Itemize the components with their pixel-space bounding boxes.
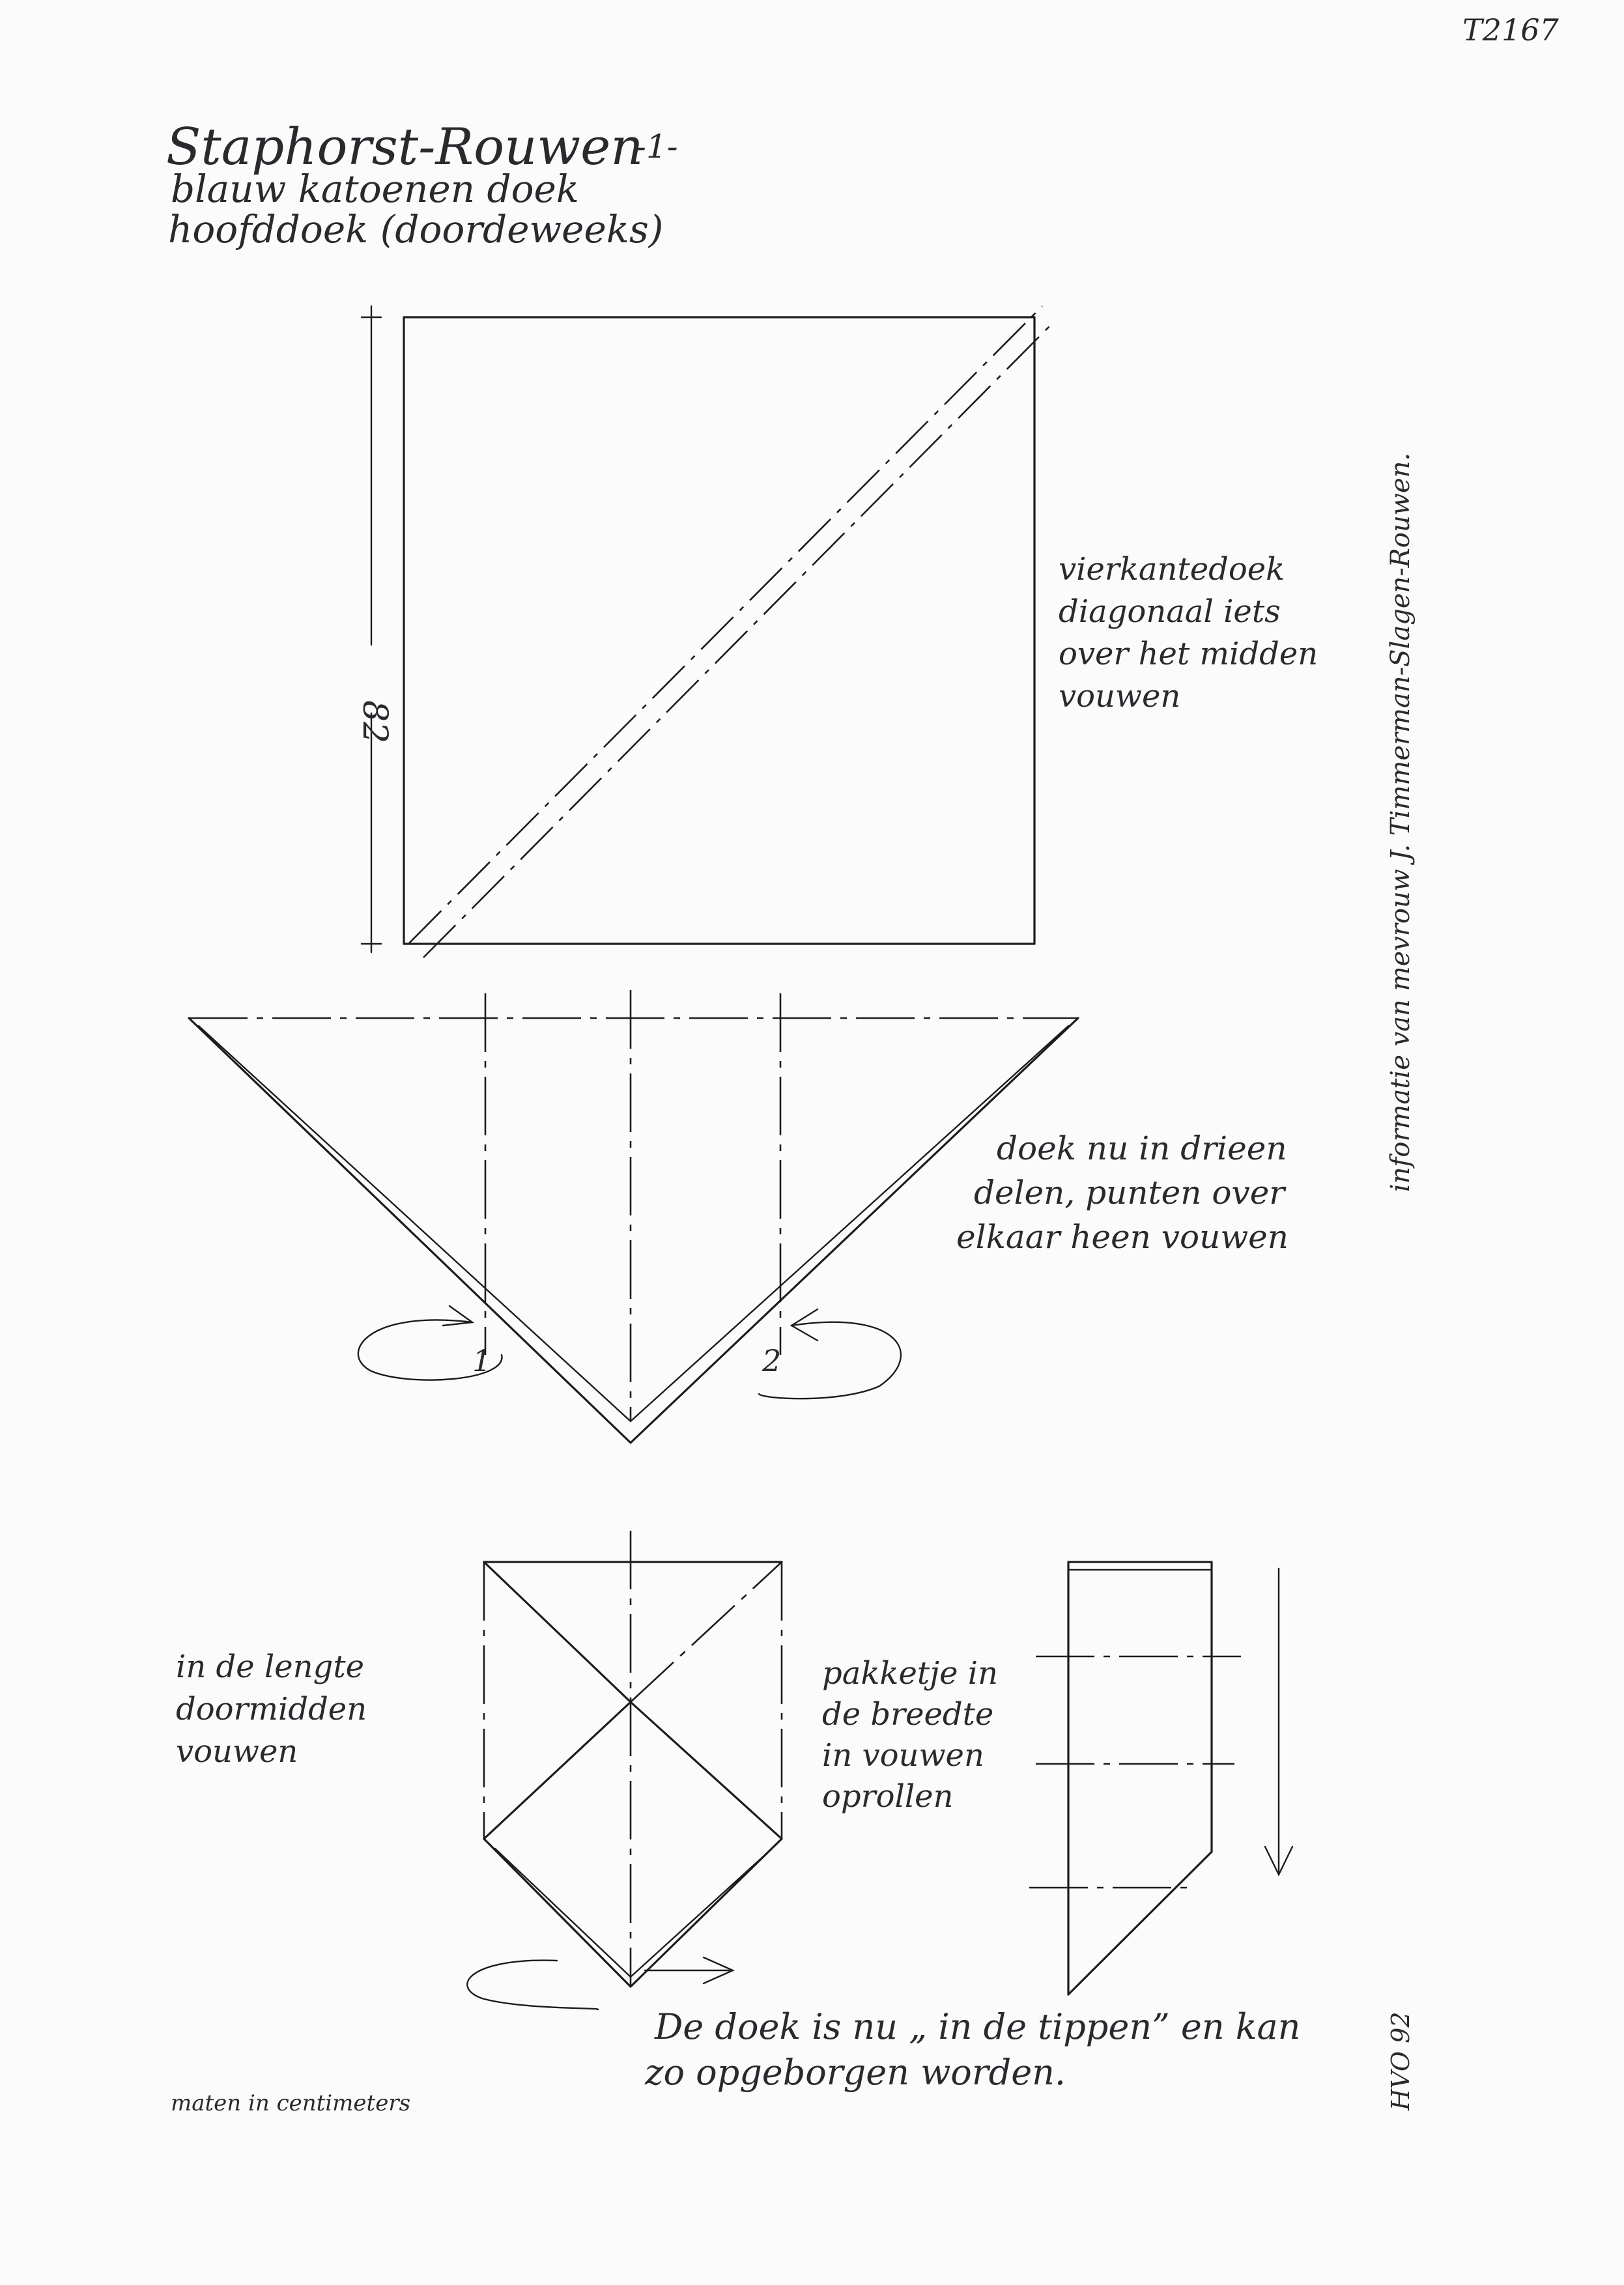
final-note — [644, 2006, 1300, 2093]
svg-text:pakketje in: pakketje in — [822, 1655, 999, 1692]
cross-line-c — [484, 1702, 631, 1839]
shape-bottom-point — [484, 1839, 782, 1987]
fold-number-2: 2 — [762, 1343, 782, 1378]
units-note: maten in centimeters — [171, 2090, 411, 2116]
catalog-code: HVO 92 — [1386, 2011, 1415, 2110]
fold-number-1: 1 — [472, 1343, 492, 1378]
step3-note — [176, 1649, 367, 1770]
svg-text:doek nu in drieen: doek nu in drieen — [997, 1129, 1287, 1167]
svg-text:diagonaal iets: diagonaal iets — [1059, 593, 1281, 630]
svg-text:de breedte: de breedte — [822, 1696, 994, 1733]
svg-text:De doek is nu „ in de tippen”: De doek is nu „ in de tippen” en kan — [655, 2006, 1301, 2047]
svg-text:vouwen: vouwen — [1059, 678, 1181, 715]
title-line-1: Staphorst-Rouwen — [166, 118, 644, 177]
svg-text:vierkantedoek: vierkantedoek — [1059, 551, 1285, 588]
step1-note — [1059, 551, 1318, 715]
packet-slant-edge — [1068, 1852, 1212, 1994]
fold-arrow-1-head — [443, 1306, 472, 1326]
svg-text:oprollen: oprollen — [822, 1778, 954, 1815]
triangle-figure — [189, 990, 1078, 1443]
svg-text:in vouwen: in vouwen — [822, 1737, 984, 1774]
cross-line-d — [631, 1702, 782, 1839]
fold-arrow-3 — [467, 1961, 598, 2009]
svg-text:delen, punten over: delen, punten over — [974, 1174, 1285, 1212]
catalog-number: T2167 — [1462, 12, 1559, 48]
step4-note — [822, 1655, 998, 1815]
title-line-2: blauw katoenen doek — [171, 167, 579, 211]
cross-line-b — [631, 1562, 782, 1702]
svg-text:over het midden: over het midden — [1059, 636, 1318, 672]
packet-figure — [1029, 1562, 1292, 1994]
svg-text:doormidden: doormidden — [176, 1691, 367, 1727]
svg-text:in de lengte: in de lengte — [176, 1649, 365, 1685]
fold-line-b — [423, 326, 1050, 958]
svg-text:zo opgeborgen worden.: zo opgeborgen worden. — [645, 2052, 1066, 2093]
shape-bottom-inner — [495, 1849, 772, 1977]
side-credit: informatie van mevrouw J. Timmerman-Slagen-Rouwen. — [1386, 452, 1416, 1192]
square-cloth-figure — [355, 306, 1050, 958]
triangle-inner-edge — [199, 1026, 1068, 1421]
cross-line-a — [484, 1562, 631, 1702]
title-line-3: hoofddoek (doordeweeks) — [168, 207, 664, 251]
svg-text:vouwen: vouwen — [176, 1733, 298, 1770]
triangle-outer-edge — [189, 1018, 1078, 1443]
step2-note — [956, 1129, 1289, 1256]
svg-text:elkaar heen vouwen: elkaar heen vouwen — [956, 1218, 1289, 1256]
folded-shape-figure — [467, 1531, 782, 2009]
dimension-label: 82 — [355, 700, 394, 744]
fold-line-a — [409, 306, 1042, 943]
page-marker: -1- — [635, 128, 678, 165]
